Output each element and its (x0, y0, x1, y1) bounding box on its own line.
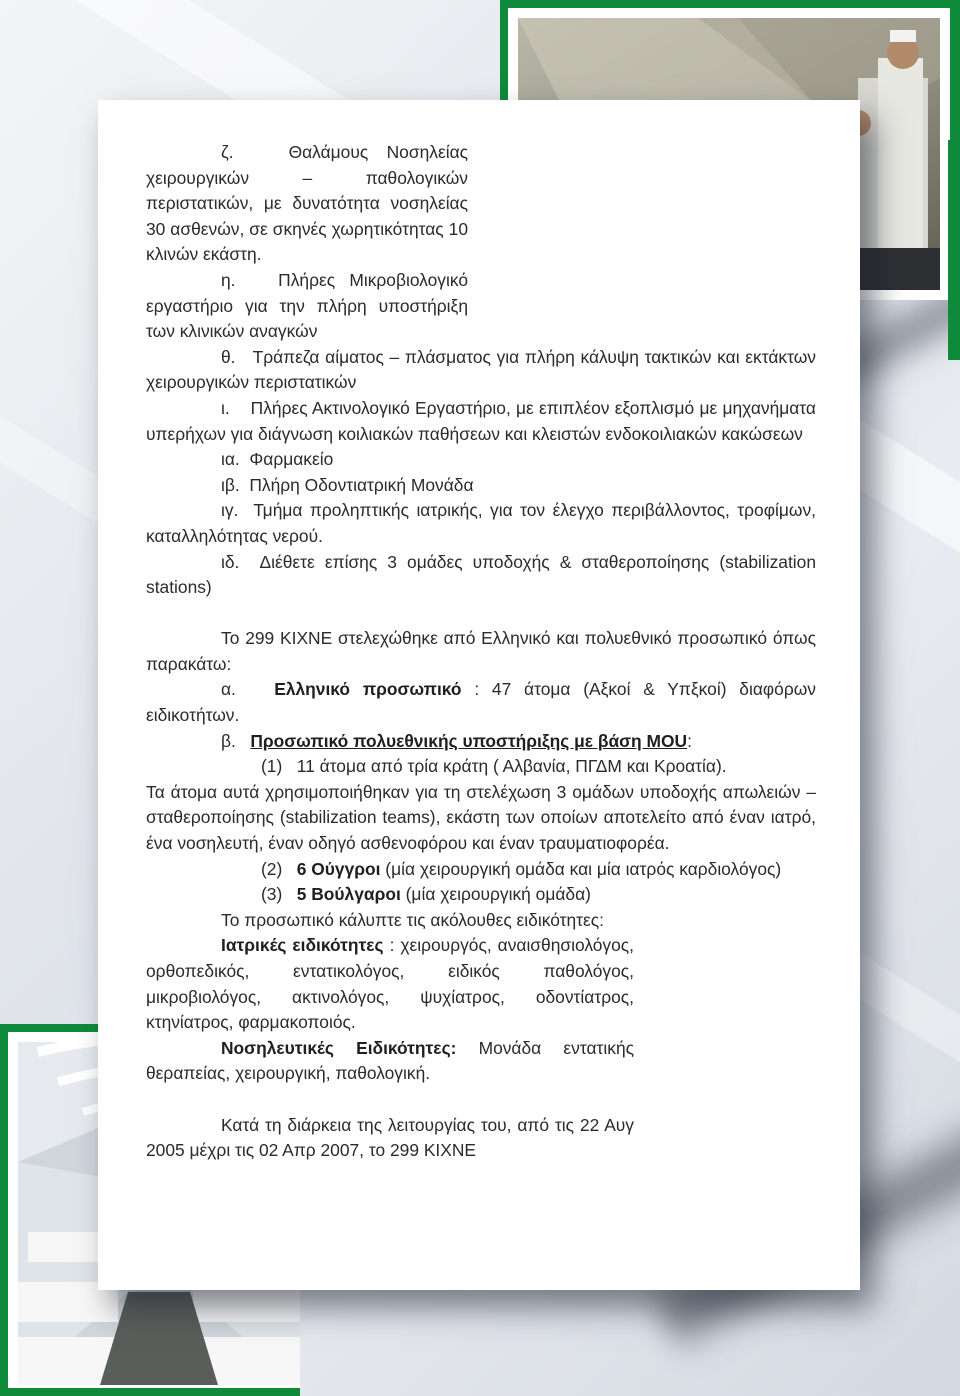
sub-item-3-prefix: (3) (261, 884, 297, 905)
spacer (146, 1087, 816, 1113)
staff-multinational-label: Προσωπικό πολυεθνικής υποστήριξης με βάση MOU (250, 730, 688, 751)
medical-specialties-label: Ιατρικές ειδικότητες (221, 935, 384, 956)
nursing-specialties-list: Μονάδα εντατικής θεραπείας, χειρουργική, παθολογική. (146, 1037, 634, 1084)
closing-paragraph: Κατά τη διάρκεια της λειτουργίας του, από τις 22 Αυγ 2005 μέχρι τις 02 Απρ 2007, το 299 ΚΙΧΝΕ (146, 1114, 634, 1161)
nursing-specialties (146, 1036, 634, 1087)
staff-greek-label: Ελληνικό προσωπικό (274, 679, 462, 700)
item-ig: ιγ. Τμήμα προληπτικής ιατρικής, για τον έλεγχο περιβάλλοντος, τροφίμων, καταλληλότητας νερού. (146, 500, 816, 546)
sub-item-3 (146, 882, 816, 908)
sub-item-1: (1) 11 άτομα από τρία κράτη ( Αλβανία, ΠΓΔΜ και Κροατία). (261, 756, 727, 777)
sub-item-1-continuation: Τα άτομα αυτά χρησιμοποιήθηκαν για τη στελέχωση 3 ομάδων υποδοχής απωλειών – σταθεροποίησης (stabilization teams), εκάστη των οποίων αποτελείτο από έναν ιατρό, ένα νοσηλευτή, έναν οδηγό ασθενοφόρου και έναν τραυματιοφορέα. (146, 781, 816, 854)
medical-specialties-list: : χειρουργός, αναισθησιολόγος, ορθοπεδικός, εντατικολόγος, ειδικός παθολόγος, μικροβιολόγος, ακτινολόγος, ψυχίατρος, οδοντίατρος, κτηνίατρος, φαρμακοποιός. (146, 935, 635, 1033)
staff-greek-prefix: α. (221, 679, 275, 700)
sub-item-2-prefix: (2) (261, 858, 297, 879)
item-id: ιδ. Διέθετε επίσης 3 ομάδες υποδοχής & σταθεροποίησης (stabilization stations) (146, 551, 816, 598)
item-theta: θ. Τράπεζα αίματος – πλάσματος για πλήρη κάλυψη τακτικών και εκτάκτων χειρουργικών περιστατικών (146, 346, 816, 393)
staff-greek (146, 677, 816, 728)
item-ib: ιβ. Πλήρη Οδοντιατρική Μονάδα (221, 474, 474, 495)
nursing-specialties-label: Νοσηλευτικές Ειδικότητες: (221, 1037, 457, 1058)
document-body (146, 140, 816, 1164)
medical-specialties (146, 933, 634, 1035)
sub-item-2-label: 6 Ούγγροι (296, 858, 381, 879)
staff-greek-detail: : 47 άτομα (Αξκοί & Υπξκοί) διαφόρων ειδικοτήτων. (146, 679, 816, 726)
sub-item-3-detail: (μία χειρουργική ομάδα) (400, 884, 591, 905)
sub-item-3-label: 5 Βούλγαροι (296, 884, 401, 905)
sub-item-2 (146, 857, 816, 883)
right-green-accent (948, 140, 960, 360)
spacer (146, 601, 816, 627)
staff-multinational (146, 729, 816, 755)
staff-intro: Το 299 ΚΙΧΝΕ στελεχώθηκε από Ελληνικό και πολυεθνικό προσωπικό όπως παρακάτω: (146, 628, 816, 674)
item-ia: ια. Φαρμακείο (221, 449, 334, 470)
item-iota: ι. Πλήρες Ακτινολογικό Εργαστήριο, με επιπλέον εξοπλισμό με μηχανήματα υπερήχων για διάγνωση κοιλιακών παθήσεων και κλειστών ενδοκοιλιακών κακώσεων (146, 397, 816, 444)
staff-multinational-colon: : (687, 730, 692, 751)
specialties-intro: Το προσωπικό κάλυπτε τις ακόλουθες ειδικότητες: (221, 909, 604, 930)
item-eta: η. Πλήρες Μικροβιολογικό εργαστήριο για την πλήρη υποστήριξη των κλινικών αναγκών (146, 269, 468, 342)
staff-multinational-prefix: β. (221, 730, 251, 751)
sub-item-2-detail: (μία χειρουργική ομάδα και μία ιατρός καρδιολόγος) (380, 858, 782, 879)
item-zeta: ζ. Θαλάμους Νοσηλείας χειρουργικών – παθολογικών περιστατικών, με δυνατότητα νοσηλείας 30 ασθενών, σε σκηνές χωρητικότητας 10 κλινών εκάστη. (146, 142, 468, 265)
